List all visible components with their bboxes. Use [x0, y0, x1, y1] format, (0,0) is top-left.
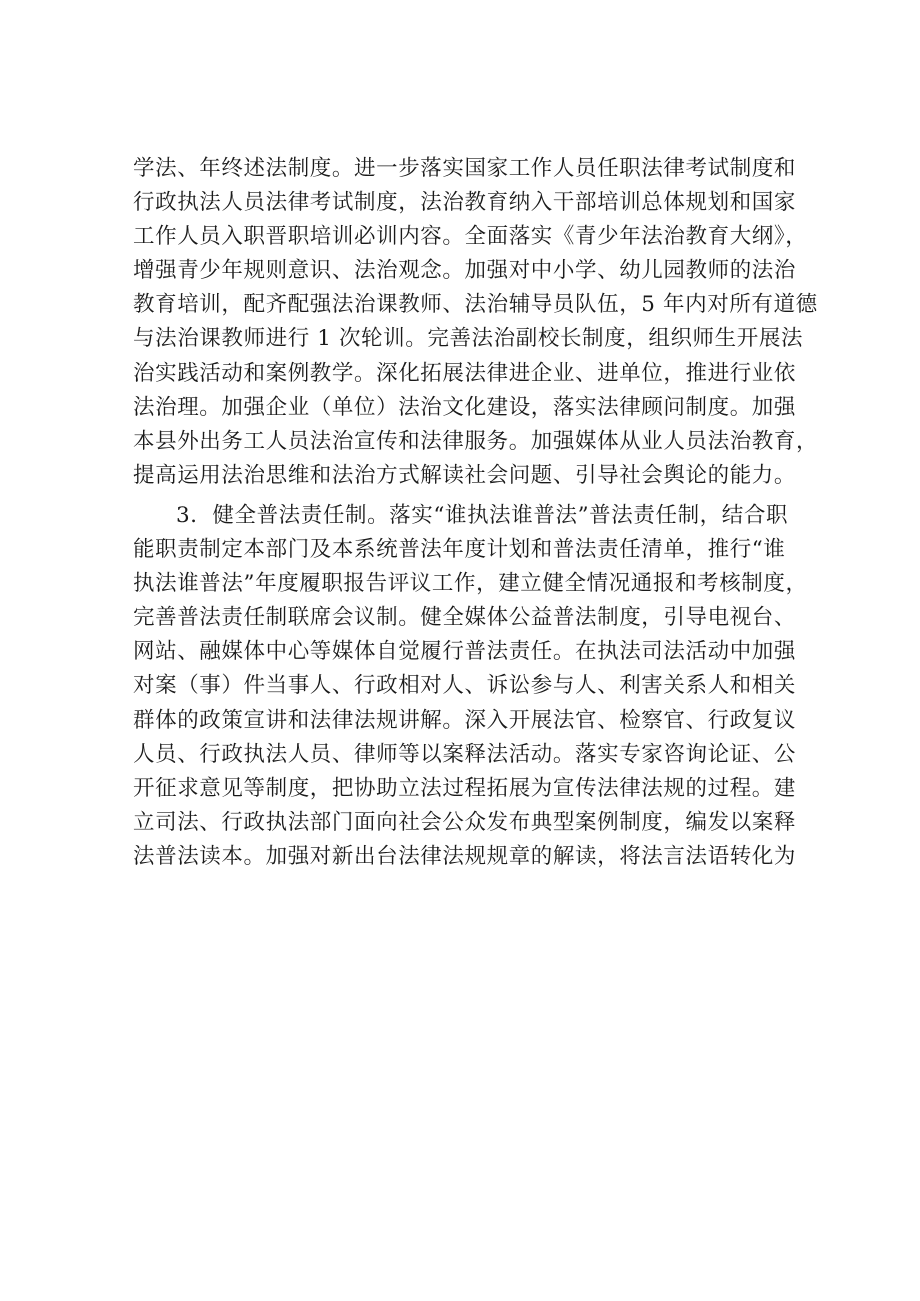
- text-line: 网站、融媒体中心等媒体自觉履行普法责任。在执法司法活动中加强: [133, 639, 797, 665]
- text-line: 治实践活动和案例教学。深化拓展法律进企业、进单位，推进行业依: [133, 360, 797, 386]
- text-line: 行政执法人员法律考试制度，法治教育纳入干部培训总体规划和国家: [133, 190, 797, 216]
- text-line: 学法、年终述法制度。进一步落实国家工作人员任职法律考试制度和: [133, 156, 797, 181]
- text-line: 提高运用法治思维和法治方式解读社会问题、引导社会舆论的能力。: [133, 462, 797, 488]
- text-line: 工作人员入职晋职培训必训内容。全面落实《青少年法治教育大纲》，: [133, 224, 808, 250]
- paragraph-2: [133, 499, 808, 874]
- text-line: 对案（事）件当事人、行政相对人、诉讼参与人、利害关系人和相关: [133, 673, 797, 699]
- document-body: [133, 152, 819, 874]
- text-line: 完善普法责任制联席会议制。健全媒体公益普法制度，引导电视台、: [133, 605, 797, 631]
- text-line: 教育培训，配齐配强法治课教师、法治辅导员队伍，5 年内对所有道德: [133, 292, 818, 318]
- text-line: 增强青少年规则意识、法治观念。加强对中小学、幼儿园教师的法治: [133, 258, 797, 284]
- text-line: 人员、行政执法人员、律师等以案释法活动。落实专家咨询论证、公: [133, 741, 797, 767]
- text-line: 执法谁普法”年度履职报告评议工作，建立健全情况通报和考核制度，: [133, 571, 808, 597]
- text-line: 法治理。加强企业（单位）法治文化建设，落实法律顾问制度。加强: [133, 394, 797, 420]
- paragraph-1: [133, 152, 819, 493]
- text-line: 3．健全普法责任制。落实“谁执法谁普法”普法责任制，结合职: [176, 502, 789, 528]
- text-line: 能职责制定本部门及本系统普法年度计划和普法责任清单，推行“谁: [133, 537, 786, 563]
- text-line: 与法治课教师进行 1 次轮训。完善法治副校长制度，组织师生开展法: [133, 326, 804, 352]
- text-line: 开征求意见等制度，把协助立法过程拓展为宣传法律法规的过程。建: [133, 775, 797, 801]
- text-line: 法普法读本。加强对新出台法律法规规章的解读，将法言法语转化为: [133, 843, 797, 869]
- text-line: 立司法、行政执法部门面向社会公众发布典型案例制度，编发以案释: [133, 809, 797, 835]
- text-line: 群体的政策宣讲和法律法规讲解。深入开展法官、检察官、行政复议: [133, 707, 797, 733]
- text-line: 本县外出务工人员法治宣传和法律服务。加强媒体从业人员法治教育，: [133, 428, 819, 454]
